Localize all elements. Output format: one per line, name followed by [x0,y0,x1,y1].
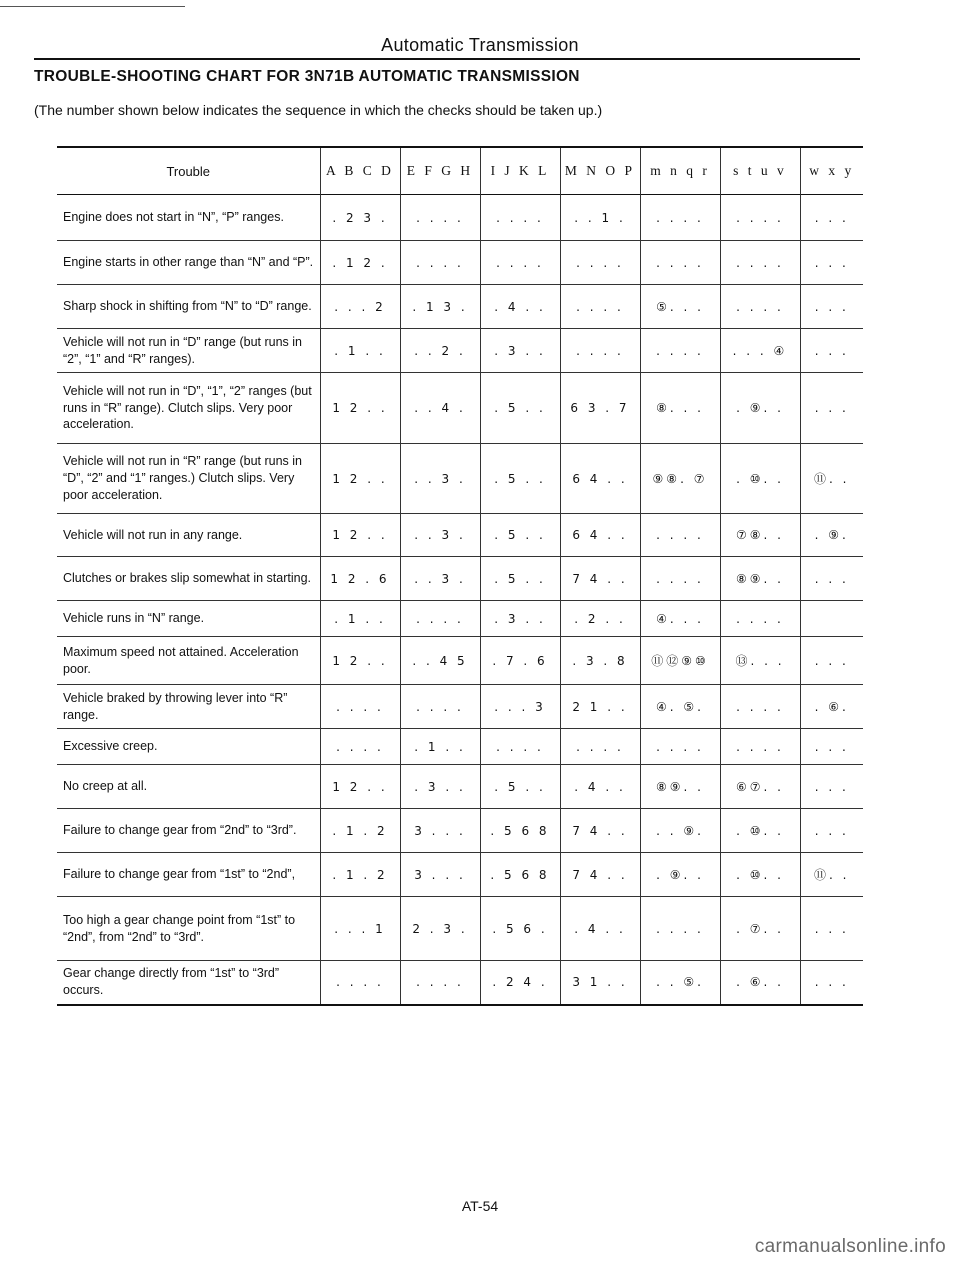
sequence-cell: . ⑨. . [640,853,720,897]
sequence-cell: 2 1 . . [560,685,640,729]
sequence-cell: 6 3 . 7 [560,373,640,444]
sequence-cell: . 7 . 6 [480,637,560,685]
table-row [57,557,863,601]
sequence-cell: . 1 . 2 [320,853,400,897]
sequence-cell: . . . . [400,601,480,637]
column-header-group: w x y [800,147,863,195]
header-rule [34,58,860,60]
trouble-cell: Gear change directly from “1st” to “3rd” occurs. [63,966,280,998]
sequence-cell: 7 4 . . [560,809,640,853]
sequence-cell: . . . . [720,241,800,285]
trouble-cell: Excessive creep. [63,739,158,754]
trouble-cell: Too high a gear change point from “1st” to “2nd”, from “2nd” to “3rd”. [63,912,296,944]
sequence-cell: 1 2 . . [320,514,400,557]
sequence-cell: . 5 6 8 [480,809,560,853]
sequence-cell: . 1 3 . [400,285,480,329]
sequence-cell: . . 3 . [400,444,480,514]
sequence-cell: . ⑥. . [720,961,800,1005]
trouble-cell: Maximum speed not attained. Acceleration poor. [63,644,299,676]
column-header-group: M N O P [560,147,640,195]
sequence-cell: . . . . [480,195,560,241]
sequence-cell: . . . . [400,961,480,1005]
trouble-cell: No creep at all. [63,779,148,794]
column-header-group: A B C D [320,147,400,195]
sequence-cell: . . . . [640,195,720,241]
trouble-cell: Clutches or brakes slip somewhat in starting. [63,571,312,586]
sequence-cell: . . . 1 [320,897,400,961]
sequence-cell: ⑪. . [800,444,863,514]
table-row [57,897,863,961]
sequence-cell: . 1 . . [320,329,400,373]
sequence-cell: . 3 . . [400,765,480,809]
sequence-cell: 2 . 3 . [400,897,480,961]
sequence-cell: . . . . [720,601,800,637]
table-row [57,765,863,809]
sequence-cell: 3 . . . [400,853,480,897]
sequence-cell: ④. . . [640,601,720,637]
sequence-cell: 3 . . . [400,809,480,853]
section-header: Automatic Transmission [381,35,579,55]
sequence-cell [800,601,863,637]
sequence-cell: ⑦⑧. . [720,514,800,557]
sequence-cell: . . . . [640,241,720,285]
column-header-group: m n q r [640,147,720,195]
sequence-cell: . . . . [320,961,400,1005]
column-header-trouble: Trouble [166,163,211,179]
sequence-cell: . . . . [400,685,480,729]
sequence-cell: ⑤. . . [640,285,720,329]
chart-title: TROUBLE-SHOOTING CHART FOR 3N71B AUTOMATIC TRANSMISSION [34,68,580,85]
sequence-cell: . ⑨. [800,514,863,557]
sequence-cell: . . ⑤. [640,961,720,1005]
trouble-cell: Failure to change gear from “1st” to “2nd”, [63,867,296,882]
sequence-cell: . 5 . . [480,373,560,444]
table-row [57,961,863,1005]
sequence-cell: . 5 6 8 [480,853,560,897]
sequence-cell: . . 3 . [400,514,480,557]
sequence-cell: ⑧. . . [640,373,720,444]
sequence-cell: . 2 3 . [320,195,400,241]
sequence-cell: . . . [800,637,863,685]
sequence-cell: 7 4 . . [560,557,640,601]
sequence-cell: . . . . [320,729,400,765]
sequence-cell: . 2 . . [560,601,640,637]
sequence-cell: 7 4 . . [560,853,640,897]
sequence-cell: . ⑩. . [720,444,800,514]
sequence-cell: 1 2 . . [320,373,400,444]
sequence-cell: . . . . [400,195,480,241]
sequence-cell: . . . . [480,241,560,285]
page-number: AT-54 [461,1198,499,1214]
sequence-cell: . . . ④ [720,329,800,373]
sequence-cell: 3 1 . . [560,961,640,1005]
sequence-cell: . . . . [640,897,720,961]
sequence-cell: . . . 2 [320,285,400,329]
trouble-cell: Sharp shock in shifting from “N” to “D” range. [63,299,312,314]
sequence-cell: . . . . [560,285,640,329]
sequence-cell: . . . [800,195,863,241]
sequence-cell: 1 2 . . [320,637,400,685]
trouble-cell: Vehicle runs in “N” range. [63,611,205,626]
sequence-cell: ⑪. . [800,853,863,897]
table-row [57,601,863,637]
sequence-cell: . 2 4 . [480,961,560,1005]
sequence-cell: . . 1 . [560,195,640,241]
sequence-cell: . . . . [320,685,400,729]
sequence-cell: . . . . [560,241,640,285]
sequence-cell: . ⑩. . [720,853,800,897]
sequence-cell: . . . [800,285,863,329]
sequence-cell: ④. ⑤. [640,685,720,729]
table-row [57,373,863,444]
sequence-cell: . 1 . . [320,601,400,637]
table-header-row [57,147,863,195]
sequence-cell: . 3 . 8 [560,637,640,685]
trouble-cell: Vehicle will not run in “D”, “1”, “2” ranges (but runs in “R” range). Clutch slips. Very poor acceleration. [63,383,312,432]
sequence-cell: . . . [800,765,863,809]
trouble-cell: Engine starts in other range than “N” and “P”. [63,255,314,270]
sequence-cell: . . 4 . [400,373,480,444]
sequence-cell: . 5 6 . [480,897,560,961]
sequence-cell: ⑧⑨. . [640,765,720,809]
sequence-cell: . 5 . . [480,514,560,557]
sequence-cell: . . . [800,557,863,601]
sequence-cell: . . . . [720,729,800,765]
sequence-cell: . . . . [480,729,560,765]
sequence-cell: . . . . [560,729,640,765]
sequence-cell: . ⑦. . [720,897,800,961]
sequence-cell: . ⑩. . [720,809,800,853]
sequence-cell: . . . [800,373,863,444]
trouble-cell: Vehicle braked by throwing lever into “R” range. [63,690,288,722]
sequence-cell: ⑨⑧. ⑦ [640,444,720,514]
sequence-cell: ⑥⑦. . [720,765,800,809]
sequence-cell: . . . [800,329,863,373]
table-row [57,285,863,329]
column-header-group: s t u v [720,147,800,195]
sequence-cell: . 5 . . [480,557,560,601]
table-row [57,329,863,373]
sequence-cell: . 3 . . [480,601,560,637]
table-row [57,444,863,514]
sequence-cell: 6 4 . . [560,444,640,514]
column-header-group: E F G H [400,147,480,195]
sequence-cell: . . . . [640,557,720,601]
sequence-cell: . . . [800,809,863,853]
trouble-cell: Failure to change gear from “2nd” to “3rd”. [63,823,297,838]
sequence-cell: . 4 . . [560,897,640,961]
sequence-cell: . . 2 . [400,329,480,373]
sequence-cell: . . . . [720,285,800,329]
table-row [57,685,863,729]
trouble-cell: Vehicle will not run in “R” range (but runs in “D”, “2” and “1” ranges.) Clutch slips. Very poor acceleration. [63,454,303,502]
sequence-cell: ⑬. . . [720,637,800,685]
sequence-cell: . 5 . . [480,444,560,514]
sequence-cell: . . . . [720,195,800,241]
sequence-cell: . 1 . 2 [320,809,400,853]
trouble-cell: Engine does not start in “N”, “P” ranges. [63,210,284,225]
sequence-cell: . . . [800,241,863,285]
table-row [57,241,863,285]
sequence-cell: 1 2 . . [320,444,400,514]
table-row [57,853,863,897]
sequence-cell: . . . . [640,729,720,765]
sequence-cell: . 3 . . [480,329,560,373]
sequence-cell: . . . 3 [480,685,560,729]
sequence-cell: . . . [800,961,863,1005]
sequence-cell: . . . . [560,329,640,373]
sequence-cell: . . ⑨. [640,809,720,853]
sequence-cell: . ⑥. [800,685,863,729]
table-row [57,729,863,765]
sequence-cell: 1 2 . 6 [320,557,400,601]
sequence-cell: . . . [800,729,863,765]
scan-artifact-line [0,6,185,7]
sequence-cell: . 1 2 . [320,241,400,285]
sequence-cell: . 4 . . [560,765,640,809]
column-header-group: I J K L [480,147,560,195]
sequence-cell: . 1 . . [400,729,480,765]
sequence-cell: . . . . [720,685,800,729]
sequence-cell: 1 2 . . [320,765,400,809]
sequence-cell: ⑪⑫⑨⑩ [640,637,720,685]
troubleshooting-table [57,146,863,1006]
sequence-cell: . . . . [640,329,720,373]
sequence-cell: . . . [800,897,863,961]
chart-note: (The number shown below indicates the sequence in which the checks should be taken up.) [34,102,603,118]
table-row [57,195,863,241]
sequence-cell: . . . . [400,241,480,285]
sequence-cell: . . 4 5 [400,637,480,685]
sequence-cell: . 4 . . [480,285,560,329]
sequence-cell: . 5 . . [480,765,560,809]
table-body [57,195,863,1005]
sequence-cell: . . . . [640,514,720,557]
sequence-cell: . . 3 . [400,557,480,601]
trouble-cell: Vehicle will not run in “D” range (but runs in “2”, “1” and “R” ranges). [63,334,303,366]
sequence-cell: ⑧⑨. . [720,557,800,601]
sequence-cell: . ⑨. . [720,373,800,444]
table-row [57,514,863,557]
sequence-cell: 6 4 . . [560,514,640,557]
table-row [57,637,863,685]
table-row [57,809,863,853]
watermark-text: carmanualsonline.info [754,1236,946,1257]
trouble-cell: Vehicle will not run in any range. [63,527,243,542]
